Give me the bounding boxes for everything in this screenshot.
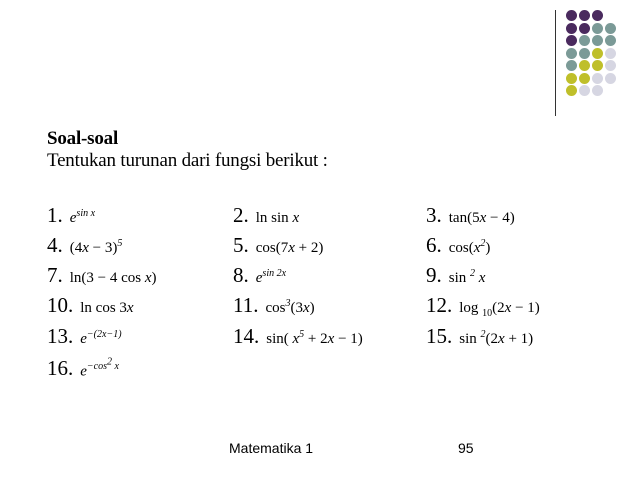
problem-number: 13. (47, 324, 74, 348)
problem-number: 7. (47, 263, 63, 287)
problem-number: 10. (47, 293, 74, 317)
problem-number: 9. (426, 263, 442, 287)
problem-number: 15. (426, 324, 453, 348)
decorative-dot (592, 48, 603, 59)
decorative-dot (579, 23, 590, 34)
problem-item (47, 356, 119, 381)
problem-number: 5. (233, 233, 249, 257)
decorative-dot (592, 35, 603, 46)
problem-number: 14. (233, 324, 260, 348)
decorative-dot (566, 48, 577, 59)
decorative-dot (605, 48, 616, 59)
problem-expression: $\cos^3(3x)$ (265, 298, 315, 316)
problem-expression: $e^{sin 2x}$ (255, 268, 287, 286)
decorative-dot (566, 10, 577, 21)
problem-item (47, 324, 122, 349)
problem-item (47, 203, 95, 228)
problem-expression: $\cos(x^2)$ (448, 238, 491, 256)
decorative-dot (579, 60, 590, 71)
problem-item (426, 233, 490, 258)
problem-number: 1. (47, 203, 63, 227)
problem-expression: tan(5x − 4) (448, 210, 515, 226)
decorative-dot (592, 85, 603, 96)
slide-title: Soal-soal (47, 128, 119, 149)
problem-expression: cos(7x + 2) (255, 240, 324, 256)
problem-expression: ln(3 − 4 cos x) (69, 270, 157, 286)
problem-expression: $(4x - 3)^5$ (69, 238, 123, 256)
slide-subtitle: Tentukan turunan dari fungsi berikut : (47, 150, 328, 171)
problem-item (233, 324, 363, 349)
problem-number: 6. (426, 233, 442, 257)
decorative-dot (579, 48, 590, 59)
problem-item (47, 263, 157, 288)
problem-item (426, 263, 485, 288)
problem-item (426, 293, 540, 319)
problem-item (426, 324, 533, 349)
problem-expression: $e^{sin x}$ (69, 208, 96, 226)
problem-item (233, 203, 299, 228)
footer-page-number: 95 (458, 440, 474, 456)
decorative-divider (555, 10, 556, 116)
problem-number: 2. (233, 203, 249, 227)
decorative-dot (605, 35, 616, 46)
decorative-dot (579, 35, 590, 46)
problem-number: 11. (233, 293, 259, 317)
problem-item (47, 293, 134, 318)
problem-expression: sin $^2$(2x + 1) (459, 329, 534, 347)
problem-item (233, 293, 315, 318)
decorative-dot (579, 85, 590, 96)
decorative-dot (566, 73, 577, 84)
decorative-dot-grid (566, 10, 628, 100)
decorative-dot (592, 23, 603, 34)
problem-expression: $e^{-cos^2 x}$ (80, 356, 119, 379)
decorative-dot (566, 60, 577, 71)
problem-item (426, 203, 515, 228)
problem-item (47, 233, 122, 258)
decorative-dot (579, 10, 590, 21)
problem-expression: ln sin x (255, 210, 300, 226)
decorative-dot (605, 23, 616, 34)
decorative-dot (592, 60, 603, 71)
problem-number: 12. (426, 293, 453, 317)
decorative-dot (579, 73, 590, 84)
footer-course: Matematika 1 (229, 440, 314, 456)
problem-item (233, 263, 286, 288)
problem-expression: ln cos 3x (80, 300, 134, 316)
problem-number: 3. (426, 203, 442, 227)
decorative-dot (566, 85, 577, 96)
problem-expression: sin( $x^5 + 2x - 1$) (266, 329, 363, 347)
problem-number: 4. (47, 233, 63, 257)
decorative-dot (605, 60, 616, 71)
problem-item (233, 233, 323, 258)
decorative-dot (605, 73, 616, 84)
problem-expression: sin $^2$ x (448, 268, 486, 286)
problem-expression: log $_{10}$(2x − 1) (459, 300, 540, 319)
decorative-dot (592, 73, 603, 84)
problem-number: 16. (47, 356, 74, 380)
decorative-dot (566, 35, 577, 46)
decorative-dot (592, 10, 603, 21)
problem-expression: $e^{-(2x-1)}$ (80, 329, 122, 347)
decorative-dot (566, 23, 577, 34)
problem-number: 8. (233, 263, 249, 287)
